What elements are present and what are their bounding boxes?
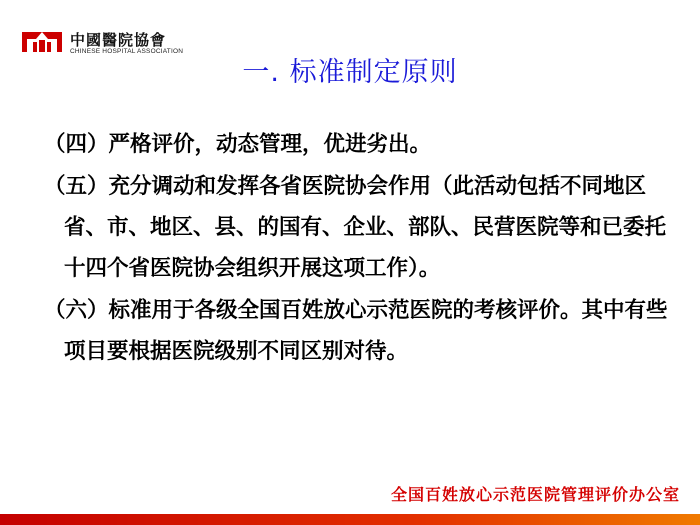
association-name: 中國醫院協會	[70, 31, 167, 49]
association-english-name: CHINESE HOSPITAL ASSOCIATION	[70, 48, 184, 55]
slide-title: 一. 标准制定原则	[242, 57, 458, 88]
principle-item-5: （五）充分调动和发挥各省医院协会作用（此活动包括不同地区省、市、地区、县、的国有、企业、部队、民营医院等和已委托十四个省医院协会组织开展这项工作）。	[44, 174, 667, 281]
principle-item-4: （四）严格评价，动态管理，优进劣出。	[44, 132, 432, 157]
principles-list	[44, 124, 684, 373]
office-name-footer: 全国百姓放心示范医院管理评价办公室	[390, 485, 680, 504]
principle-item-6: （六）标准用于各级全国百姓放心示范医院的考核评价。其中有些项目要根据医院级别不同区别对待。	[44, 298, 668, 364]
footer-bar	[0, 514, 700, 525]
